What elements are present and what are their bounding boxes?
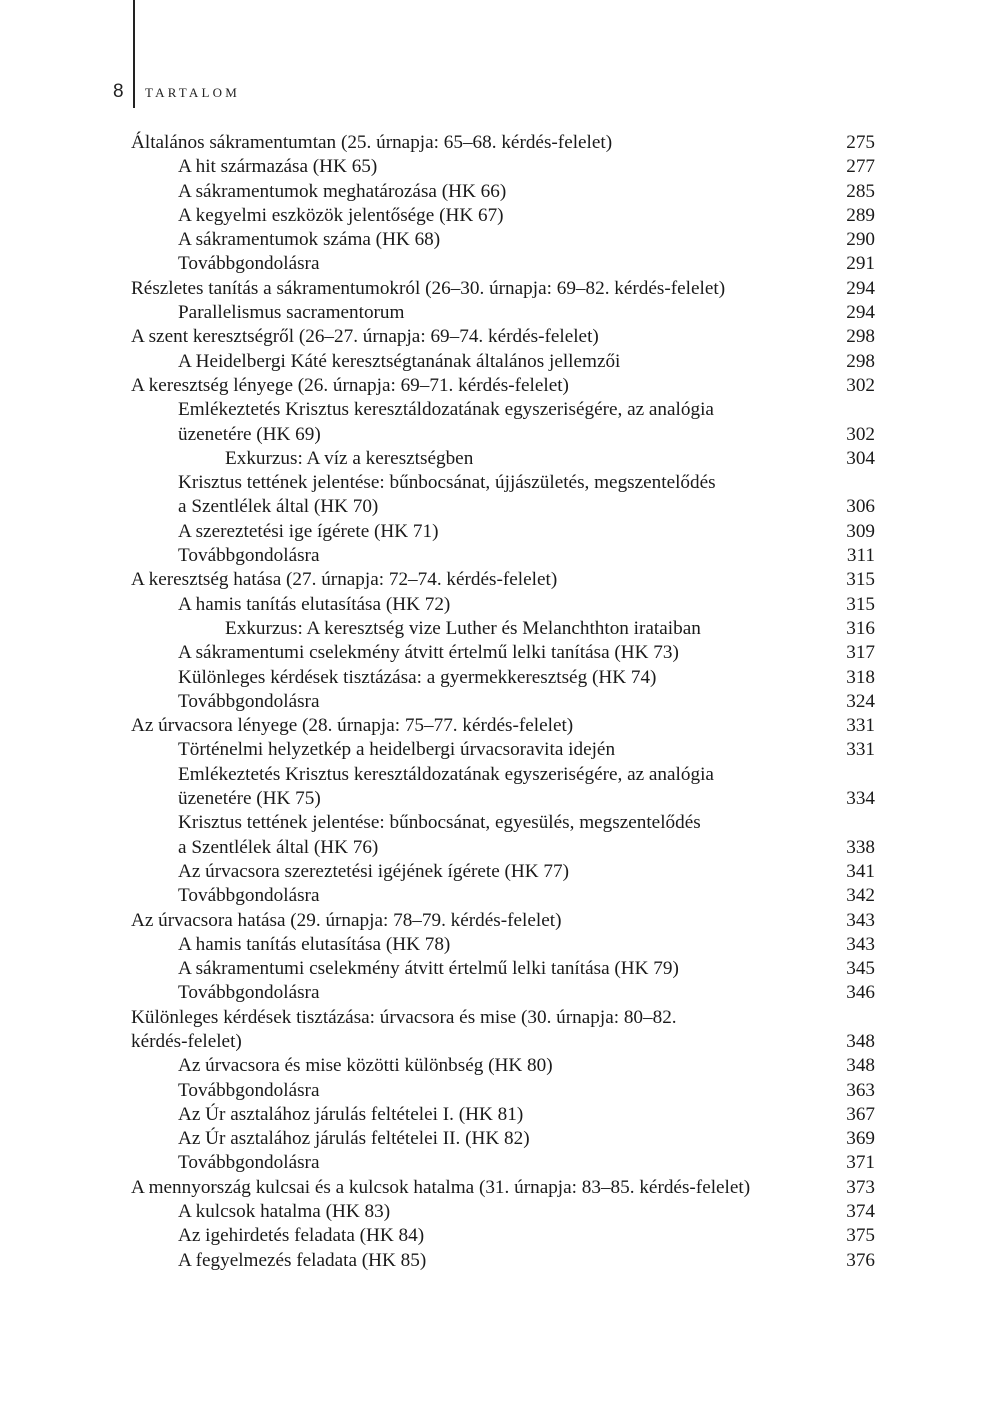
- toc-entry: [131, 325, 875, 349]
- toc-entry-page: 338: [846, 836, 875, 858]
- toc-entry-page: 331: [846, 715, 875, 737]
- toc-entry-title: [131, 884, 825, 908]
- toc-entry-title: [131, 1200, 825, 1224]
- toc-entry-title: [131, 252, 825, 276]
- toc-entry-page: 367: [846, 1103, 875, 1125]
- toc-entry-page: 311: [846, 545, 875, 567]
- toc-entry-title-line: A fegyelmezés feladata (HK 85): [178, 1249, 427, 1271]
- toc-entry-title-line: A hit származása (HK 65): [178, 156, 378, 178]
- toc-entry: [131, 1249, 875, 1273]
- toc-entry-title: [131, 690, 825, 714]
- toc-entry-page: 315: [846, 593, 875, 615]
- toc-entry-page: 345: [846, 958, 875, 980]
- toc-entry-page: 376: [846, 1249, 875, 1271]
- toc-entry-title-line: üzenetére (HK 69): [178, 423, 321, 445]
- toc-entry-title-line: Krisztus tettének jelentése: bűnbocsánat, egyesülés, megszentelődés: [178, 812, 701, 834]
- toc-entry-page: 318: [846, 666, 875, 688]
- toc-entry-page: 334: [846, 788, 875, 810]
- toc-entry-title: [131, 155, 825, 179]
- toc-entry-title-line: Exkurzus: A víz a keresztségben: [225, 447, 474, 469]
- toc-entry-title-line: Az úrvacsora lényege (28. úrnapja: 75–77. kérdés-felelet): [131, 715, 574, 737]
- toc-entry-title: [131, 1006, 825, 1055]
- toc-entry-title-line: Különleges kérdések tisztázása: a gyermekkeresztség (HK 74): [178, 666, 657, 688]
- toc-entry-page: 275: [846, 132, 875, 153]
- toc-entry-title-line: A szent keresztségről (26–27. úrnapja: 69–74. kérdés-felelet): [131, 326, 599, 348]
- toc-entry-title-line: A hamis tanítás elutasítása (HK 78): [178, 933, 451, 955]
- toc-entry: [131, 374, 875, 398]
- toc-entry-page: 369: [846, 1128, 875, 1150]
- toc-entry: [131, 811, 875, 860]
- toc-entry-page: 291: [846, 253, 875, 275]
- toc-entry-title: [131, 447, 825, 471]
- toc-entry: [131, 1200, 875, 1224]
- toc-entry-page: 302: [846, 423, 875, 445]
- toc-entry-title-line: Exkurzus: A keresztség vize Luther és Melanchthton irataiban: [225, 617, 701, 639]
- toc-entry: [131, 738, 875, 762]
- toc-entry-title-line: Továbbgondolásra: [178, 982, 320, 1004]
- toc-entry-title: [131, 738, 825, 762]
- toc-entry-page: 341: [846, 860, 875, 882]
- toc-entry-title-line: A kulcsok hatalma (HK 83): [178, 1201, 391, 1223]
- toc-entry-title: [131, 1249, 825, 1273]
- toc-entry: [131, 714, 875, 738]
- toc-entry-title-line: Parallelismus sacramentorum: [178, 302, 405, 324]
- toc-entry: [131, 277, 875, 301]
- toc-entry-title-line: Az Úr asztalához járulás feltételei I. (HK 81): [178, 1103, 524, 1125]
- toc-entry-title: [131, 350, 825, 374]
- toc-entry-title: [131, 1151, 825, 1175]
- toc-entry-title: [131, 1079, 825, 1103]
- toc-entry: [131, 1151, 875, 1175]
- toc-entry-page: 343: [846, 909, 875, 931]
- toc-entry-title: [131, 1224, 825, 1248]
- toc-entry-title: [131, 520, 825, 544]
- toc-entry-title: [131, 325, 825, 349]
- toc-entry-page: 294: [846, 302, 875, 324]
- toc-entry-page: 371: [846, 1152, 875, 1174]
- toc-entry-title: [131, 301, 825, 325]
- toc-entry-title: [131, 1054, 825, 1078]
- toc-entry-title: [131, 204, 825, 228]
- toc-entry-title-line: A szereztetési ige ígérete (HK 71): [178, 520, 439, 542]
- toc-entry-title-line: A keresztség hatása (27. úrnapja: 72–74. kérdés-felelet): [131, 569, 558, 591]
- toc-entry-page: 375: [846, 1225, 875, 1247]
- toc-entry-title-line: Továbbgondolásra: [178, 1079, 320, 1101]
- toc-entry-page: 374: [846, 1201, 875, 1223]
- running-head: TARTALOM: [145, 85, 240, 100]
- toc-entry-page: 304: [846, 447, 875, 469]
- toc-entry: [131, 398, 875, 447]
- header-vertical-rule: [133, 0, 135, 108]
- toc-entry-title: [131, 641, 825, 665]
- toc-entry: [131, 520, 875, 544]
- toc-entry: [131, 641, 875, 665]
- toc-entry-title-line: Az úrvacsora szereztetési igéjének ígérete (HK 77): [178, 860, 570, 882]
- toc-entry: [131, 1079, 875, 1103]
- toc-entry-page: 342: [846, 885, 875, 907]
- toc-entry-page: 306: [846, 496, 875, 518]
- toc-entry-title-line: Krisztus tettének jelentése: bűnbocsánat, újjászületés, megszentelődés: [178, 472, 716, 494]
- toc-entry: [131, 544, 875, 568]
- toc-entry-title-line: Emlékeztetés Krisztus keresztáldozatának egyszeriségére, az analógia: [178, 763, 714, 785]
- toc-entry-page: 317: [846, 642, 875, 664]
- toc-entry: [131, 471, 875, 520]
- table-of-contents: [131, 131, 875, 1273]
- toc-entry-title: [131, 568, 825, 592]
- toc-entry-title: [131, 981, 825, 1005]
- toc-entry: [131, 1224, 875, 1248]
- toc-entry: [131, 957, 875, 981]
- toc-entry-title-line: a Szentlélek által (HK 76): [178, 836, 379, 858]
- toc-entry-title: [131, 131, 825, 155]
- toc-entry: [131, 617, 875, 641]
- toc-entry-page: 298: [846, 350, 875, 372]
- toc-entry: [131, 763, 875, 812]
- toc-entry: [131, 666, 875, 690]
- toc-entry-title-line: A sákramentumok meghatározása (HK 66): [178, 180, 507, 202]
- toc-entry: [131, 860, 875, 884]
- toc-entry-title: [131, 374, 825, 398]
- toc-entry-page: 289: [846, 204, 875, 226]
- toc-entry-page: 316: [846, 617, 875, 639]
- toc-entry: [131, 131, 875, 155]
- toc-entry-title-line: Általános sákramentumtan (25. úrnapja: 65–68. kérdés-felelet): [131, 132, 613, 153]
- toc-entry-title-line: Emlékeztetés Krisztus keresztáldozatának egyszeriségére, az analógia: [178, 399, 714, 421]
- toc-entry: [131, 1176, 875, 1200]
- toc-entry: [131, 180, 875, 204]
- toc-entry: [131, 909, 875, 933]
- toc-entry-title-line: Az úrvacsora hatása (29. úrnapja: 78–79. kérdés-felelet): [131, 909, 562, 931]
- toc-entry-title: [131, 763, 825, 812]
- toc-entry: [131, 981, 875, 1005]
- toc-entry: [131, 1006, 875, 1055]
- toc-entry-title: [131, 860, 825, 884]
- toc-entry-title-line: Történelmi helyzetkép a heidelbergi úrvacsoravita idején: [178, 739, 616, 761]
- toc-entry: [131, 884, 875, 908]
- toc-entry: [131, 593, 875, 617]
- toc-entry-page: 302: [846, 374, 875, 396]
- toc-entry-title-line: Továbbgondolásra: [178, 690, 320, 712]
- toc-entry-title-line: Az igehirdetés feladata (HK 84): [178, 1225, 425, 1247]
- toc-entry-page: 324: [846, 690, 875, 712]
- toc-entry-page: 343: [846, 933, 875, 955]
- toc-entry-title-line: Az úrvacsora és mise közötti különbség (HK 80): [178, 1055, 553, 1077]
- toc-entry: [131, 568, 875, 592]
- toc-entry-title-line: a Szentlélek által (HK 70): [178, 496, 379, 518]
- toc-entry-title-line: kérdés-felelet): [131, 1030, 242, 1052]
- toc-entry-title-line: Továbbgondolásra: [178, 1152, 320, 1174]
- toc-entry-page: 290: [846, 229, 875, 251]
- toc-entry: [131, 301, 875, 325]
- toc-entry-page: 373: [846, 1176, 875, 1198]
- toc-entry-page: 294: [846, 277, 875, 299]
- toc-entry-title: [131, 471, 825, 520]
- toc-entry-title: [131, 228, 825, 252]
- toc-entry-title: [131, 714, 825, 738]
- toc-entry-page: 348: [846, 1030, 875, 1052]
- toc-entry-page: 285: [846, 180, 875, 202]
- toc-entry-page: 346: [846, 982, 875, 1004]
- toc-entry-page: 277: [846, 156, 875, 178]
- toc-entry: [131, 350, 875, 374]
- toc-entry-title-line: A sákramentumi cselekmény átvitt értelmű lelki tanítása (HK 73): [178, 642, 679, 664]
- toc-entry: [131, 933, 875, 957]
- toc-entry-title: [131, 593, 825, 617]
- toc-entry: [131, 155, 875, 179]
- toc-entry-title-line: Az Úr asztalához járulás feltételei II. (HK 82): [178, 1128, 530, 1150]
- toc-entry-page: 315: [846, 569, 875, 591]
- toc-entry-title-line: A kegyelmi eszközök jelentősége (HK 67): [178, 204, 504, 226]
- toc-entry-page: 298: [846, 326, 875, 348]
- toc-entry-title-line: A Heidelbergi Káté keresztségtanának általános jellemzői: [178, 350, 621, 372]
- toc-entry-title-line: Különleges kérdések tisztázása: úrvacsora és mise (30. úrnapja: 80–82.: [131, 1006, 677, 1028]
- toc-entry-title: [131, 617, 825, 641]
- toc-entry-page: 363: [846, 1079, 875, 1101]
- toc-entry: [131, 204, 875, 228]
- toc-entry-title: [131, 180, 825, 204]
- toc-entry-title-line: A sákramentumok száma (HK 68): [178, 229, 441, 251]
- toc-entry-title-line: A keresztség lényege (26. úrnapja: 69–71. kérdés-felelet): [131, 374, 569, 396]
- toc-entry: [131, 690, 875, 714]
- toc-entry-title: [131, 277, 825, 301]
- toc-entry-title-line: A sákramentumi cselekmény átvitt értelmű lelki tanítása (HK 79): [178, 958, 679, 980]
- toc-entry-title: [131, 957, 825, 981]
- page-number: 8: [113, 81, 124, 102]
- toc-entry-page: 309: [846, 520, 875, 542]
- toc-entry: [131, 1054, 875, 1078]
- toc-entry-title-line: Továbbgondolásra: [178, 253, 320, 275]
- toc-entry-title-line: Továbbgondolásra: [178, 885, 320, 907]
- toc-entry: [131, 447, 875, 471]
- toc-entry: [131, 228, 875, 252]
- toc-entry: [131, 1127, 875, 1151]
- toc-entry-title: [131, 666, 825, 690]
- toc-entry-title: [131, 1127, 825, 1151]
- toc-entry-title-line: üzenetére (HK 75): [178, 788, 321, 810]
- toc-entry-title-line: A hamis tanítás elutasítása (HK 72): [178, 593, 451, 615]
- toc-entry-page: 348: [846, 1055, 875, 1077]
- toc-entry-title: [131, 544, 825, 568]
- toc-entry: [131, 1103, 875, 1127]
- toc-entry-title: [131, 398, 825, 447]
- toc-entry-title: [131, 933, 825, 957]
- toc-entry-title-line: A mennyország kulcsai és a kulcsok hatalma (31. úrnapja: 83–85. kérdés-felelet): [131, 1176, 751, 1198]
- toc-entry-page: 331: [846, 739, 875, 761]
- toc-entry: [131, 252, 875, 276]
- toc-entry-title: [131, 1176, 825, 1200]
- toc-entry-title: [131, 811, 825, 860]
- toc-entry-title-line: Továbbgondolásra: [178, 545, 320, 567]
- toc-entry-title-line: Részletes tanítás a sákramentumokról (26–30. úrnapja: 69–82. kérdés-felelet): [131, 277, 726, 299]
- toc-entry-title: [131, 909, 825, 933]
- toc-entry-title: [131, 1103, 825, 1127]
